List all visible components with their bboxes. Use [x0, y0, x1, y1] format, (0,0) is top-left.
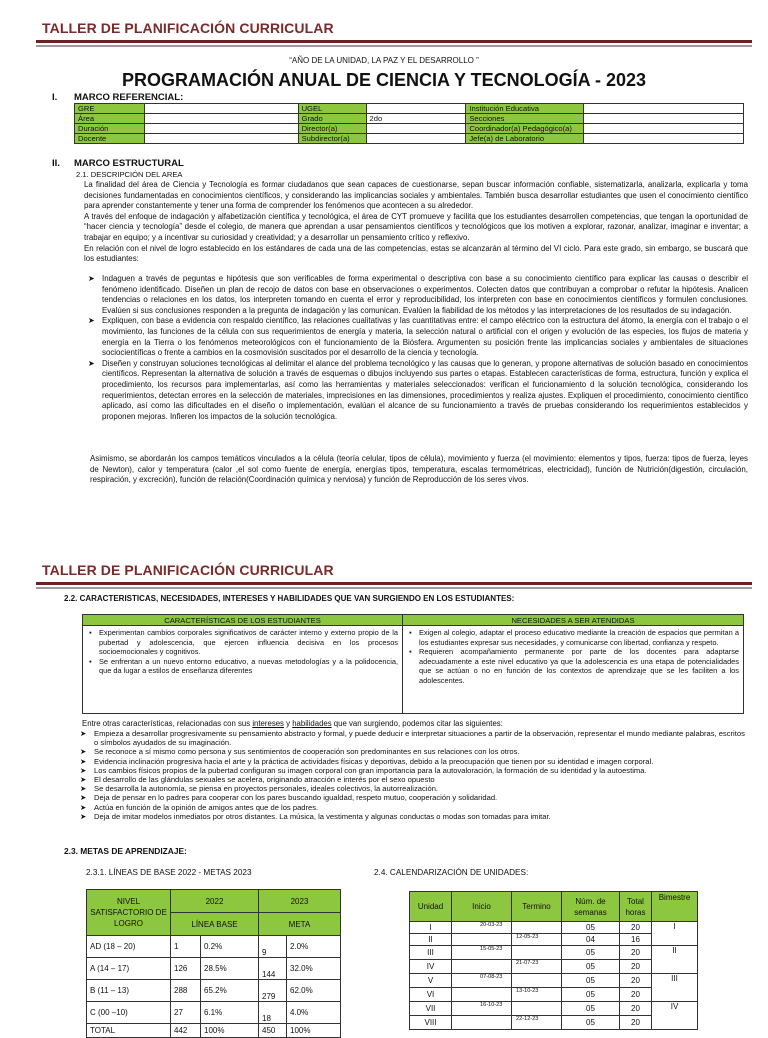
- page-header-title: TALLER DE PLANIFICACIÓN CURRICULAR: [42, 20, 334, 36]
- table-cell: II: [652, 946, 698, 974]
- table-cell: A (14 – 17): [87, 958, 171, 980]
- thematic-fields-paragraph: Asimismo, se abordarán los campos temáticos vinculados a la célula (teoría celular, tipos de célula), movimiento y fuerza (el movimiento: elementos y tipos, fuerza: tipos de fuerza, leyes de Newton), calor y temperatura (calor ,el sol como fuente de energía, energías tipos, temperatura, escalas termométricas, electricidad), función de Nutrición(digestión, circulación, respiración, y excreción), función de relación(Coordinación química y nerviosa) y función de Reproducción de los seres vivos.: [90, 454, 748, 485]
- ref-label-subdirector: Subdirector(a): [298, 134, 366, 144]
- table-cell: 20: [620, 988, 652, 1002]
- table-cell: [452, 934, 512, 946]
- table-row: [87, 980, 341, 1002]
- subsection-2-4-heading: 2.4. CALENDARIZACIÓN DE UNIDADES:: [374, 868, 529, 877]
- area-description: [84, 180, 748, 265]
- description-paragraph: A través del enfoque de indagación y alfabetización científica y tecnológica, el área de CYT promueve y facilita que los estudiantes desarrollen competencias, que tengan la oportunidad de “hacer ciencia y tecnología” desde el colegio, de manera que aprendan a usar pensamientos científicos y tecnológicos que los motiven a explorar, razonar, analizar, imaginar e inventar; a trabajar en equipo; y a incentivar su curiosidad y creatividad; y a desarrollar un pensamiento crítico y reflexivo.: [84, 211, 748, 242]
- table-cell: [452, 1016, 512, 1030]
- table-cell: 9: [259, 936, 287, 958]
- ref-label-institucion: Institución Educativa: [466, 104, 584, 114]
- list-item: ➤ Deja de pensar en lo padres para cooperar con los pares buscando igualdad, respeto mutuo, cooperación y solidaridad.: [80, 793, 748, 802]
- table-cell: 20: [620, 1002, 652, 1016]
- table-cell: VII: [410, 1002, 452, 1016]
- table-cell: 05: [562, 1002, 620, 1016]
- ref-label-secciones: Secciones: [466, 114, 584, 124]
- ref-label-grado: Grado: [298, 114, 366, 124]
- table-cell: [452, 960, 512, 974]
- student-needs-table: [82, 614, 744, 714]
- section-2-number: II.: [52, 158, 60, 169]
- ref-value-duracion[interactable]: [144, 124, 298, 134]
- year-motto: “AÑO DE LA UNIDAD, LA PAZ Y EL DESARROLLO ”: [289, 56, 479, 65]
- ref-value-grado[interactable]: 2do: [366, 114, 466, 124]
- table-cell: 100%: [201, 1024, 259, 1038]
- table-row: [87, 936, 341, 958]
- table-cell: 20-03-23: [452, 922, 512, 934]
- intro-text: Entre otras características, relacionadas con sus: [82, 719, 253, 728]
- table-cell: 05: [562, 946, 620, 960]
- table-row: [87, 958, 341, 980]
- table-cell: 16-10-23: [452, 1002, 512, 1016]
- table-cell: 05: [562, 974, 620, 988]
- table-cell: 279: [259, 980, 287, 1002]
- ref-value-secciones[interactable]: [584, 114, 744, 124]
- column-header-2022: 2022: [171, 890, 259, 913]
- table-cell: [512, 974, 562, 988]
- list-item: ➤ Los cambios físicos propios de la pubertad configuran su imagen corporal con gran importancia para la autovaloración, la formación de su identidad y la autoestima.: [80, 766, 748, 775]
- table-cell: 20: [620, 922, 652, 934]
- column-header-meta: META: [259, 913, 341, 936]
- table-row: [410, 922, 698, 934]
- table-cell: 05: [562, 922, 620, 934]
- column-header: NECESIDADES A SER ATENDIDAS: [403, 615, 744, 626]
- list-item: ➤ Evidencia inclinación progresiva hacia el arte y la práctica de actividades físicas y deportivas, debido a la preocupación que tienen por su identidad e imagen corporal.: [80, 757, 748, 766]
- table-cell: TOTAL: [87, 1024, 171, 1038]
- list-item: ➤ Indaguen a través de peguntas e hipótesis que son verificables de forma experimental o descriptiva con base a su conocimiento científico para explicar las causas o describir el fenómeno identificado. Diseñen un plan de recojo de datos con base en observaciones o experimentos. Colecten datos que contribuyan a comprobar o refutar la hipótesis. Analicen tendencias o relaciones en los datos, los interpreten tomando en cuenta el error y reproducibilidad, los interpreten con base en conocimientos científicos y formulen conclusiones. Evalúen si sus conclusiones responden a la pregunta de indagación y las comunican. Evalúen la fiabilidad de los métodos y las interpretaciones de los resultados de su indagación.: [88, 274, 748, 316]
- ref-value-institucion[interactable]: [584, 104, 744, 114]
- column-header: Unidad: [410, 892, 452, 922]
- table-cell: 16: [620, 934, 652, 946]
- ref-label-duracion: Duración: [75, 124, 145, 134]
- ref-label-ugel: UGEL: [298, 104, 366, 114]
- units-calendar-table: [409, 891, 698, 1030]
- header-rule: [36, 40, 752, 43]
- section-1-heading: [52, 92, 183, 103]
- column-header: Bimestre: [652, 892, 698, 922]
- table-cell: 2.0%: [287, 936, 341, 958]
- table-cell: 27: [171, 1002, 201, 1024]
- table-cell: AD (18 – 20): [87, 936, 171, 958]
- description-paragraph: La finalidad del área de Ciencia y Tecnología es formar ciudadanos que sean capaces de cuestionarse, sepan buscar información confiable, sistematizarla, analizarla, explicarla y toma decisiones fundamentadas en conocimientos científicos, y considerando las implicancias sociales y ambientales. También busca desarrollar estudiantes que usen el conocimiento científico para aprender constantemente y tener una forma de comprender los fenómenos que acontecen a su alrededor.: [84, 180, 748, 211]
- ref-value-ugel[interactable]: [366, 104, 466, 114]
- table-cell: 450: [259, 1024, 287, 1038]
- table-cell: I: [410, 922, 452, 934]
- table-row: [75, 114, 744, 124]
- table-cell: 20: [620, 946, 652, 960]
- table-cell: 20: [620, 960, 652, 974]
- subsection-2-1-heading: 2.1. DESCRIPCIÓN DEL AREA: [76, 170, 183, 179]
- table-cell: [452, 988, 512, 1002]
- list-item: ➤ Expliquen, con base a evidencia con respaldo científico, las relaciones cualitativas y las cuantitativas entre: el campo eléctrico con la estructura del átomo, la energía con el trabajo o el movimiento, las funciones de la célula con sus requerimientos de energía y materia, la selección natural o artificial con el origen y evolución de las especies, los flujos de materia y energía en la Tierra o los fenómenos meteorológicos con el funcionamiento de la Biósfera. Argumenten su posición frente las implicancias sociales y ambientales de situaciones sociocientíficas o frente a cambios en la cosmovisión suscitados por el desarrollo de la ciencia y tecnología.: [88, 316, 748, 358]
- table-cell: III: [410, 946, 452, 960]
- table-row: [75, 134, 744, 144]
- section-2-title: MARCO ESTRUCTURAL: [74, 158, 184, 169]
- table-row: [83, 626, 744, 714]
- section-1-number: I.: [52, 92, 58, 103]
- list-item: ➤ Deja de imitar modelos inmediatos por otros distantes. La música, la vestimenta y algunas conductas o modas son tomadas para imitar.: [80, 812, 748, 821]
- table-cell: [512, 1002, 562, 1016]
- header-rule: [36, 582, 752, 585]
- table-cell: [512, 946, 562, 960]
- list-item: ➤ Actúa en función de la opinión de amigos antes que de los padres.: [80, 803, 748, 812]
- subsection-2-2-heading: 2.2. CARACTERISTICAS, NECESIDADES, INTERESES Y HABILIDADES QUE VAN SURGIENDO EN LOS ESTUDIANTES:: [64, 594, 515, 603]
- list-item: ➤ Se reconoce a sí mismo como persona y sus sentimientos de cooperación son predominantes en sus relaciones con los otros.: [80, 747, 748, 756]
- table-cell: III: [652, 974, 698, 1002]
- table-cell: VI: [410, 988, 452, 1002]
- list-item: ➤ Se desarrolla la autonomía, se piensa en proyectos personales, ideales colectivos, la autorrealización.: [80, 784, 748, 793]
- column-header-nivel: NIVEL SATISFACTORIO DE LOGRO: [87, 890, 171, 936]
- others-intro: [82, 719, 503, 728]
- learning-goals-list: [88, 274, 748, 422]
- ref-value-jefe-laboratorio[interactable]: [584, 134, 744, 144]
- table-cell: 62.0%: [287, 980, 341, 1002]
- page-header-title: TALLER DE PLANIFICACIÓN CURRICULAR: [42, 562, 334, 578]
- list-item: ➤ Diseñen y construyan soluciones tecnológicas al delimitar el alance del problema tecnológico y las causas que lo generan, y propone alternativas de solución basado en conocimientos científicos. Representan la alternativa de solución a través de esquemas o dibujos incluyendo sus partes o etapas. Establecen características de forma, estructura, función y explica el procedimiento, los recursos para implementarlas, así como las herramientas y materiales seleccionados: verifican el funcionamiento d la solución tecnológica, considerando los requerimientos, detectan errores en la selección de materiales, imprecisiones en las dimensiones, procedimientos y realiza ajustes. Expliquen el procedimiento, conocimiento científico aplicado, así como las dificultades en el diseño o implementación, evalúan el alcance de su funcionamiento a través de pruebas considerando los requerimientos establecidos y proponen mejoras. Infieren los impactos de la solución tecnológica.: [88, 359, 748, 423]
- intro-underlined-habilidades: habilidades: [292, 719, 332, 728]
- table-cell: B (11 – 13): [87, 980, 171, 1002]
- ref-value-area[interactable]: [144, 114, 298, 124]
- intro-underlined-intereses: intereses: [252, 719, 284, 728]
- table-cell: 28.5%: [201, 958, 259, 980]
- column-header: Inicio: [452, 892, 512, 922]
- header-rule-secondary: [36, 45, 752, 47]
- table-cell: C (00 –10): [87, 1002, 171, 1024]
- ref-value-director[interactable]: [366, 124, 466, 134]
- table-cell: [512, 922, 562, 934]
- list-item: ▪ Experimentan cambios corporales significativos de carácter interno y externo propio de la pubertad y adolescencia, que ejercen influencia decisiva en los procesos socioemocionales y cognitivos.: [87, 628, 398, 657]
- ref-label-area: Área: [75, 114, 145, 124]
- subsection-2-3-1-heading: 2.3.1. LÍNEAS DE BASE 2022 - METAS 2023: [86, 868, 252, 877]
- table-cell: 20: [620, 1016, 652, 1030]
- table-cell: 442: [171, 1024, 201, 1038]
- table-cell: I: [652, 922, 698, 946]
- table-row: [83, 615, 744, 626]
- table-cell: 05: [562, 988, 620, 1002]
- table-cell: II: [410, 934, 452, 946]
- column-header-2023: 2023: [259, 890, 341, 913]
- ref-value-coordinador[interactable]: [584, 124, 744, 134]
- main-title: PROGRAMACIÓN ANUAL DE CIENCIA Y TECNOLOGÍA - 2023: [121, 70, 647, 90]
- list-item: ➤ El desarrollo de las glándulas sexuales se acelera, originando atracción e interés por el sexo opuesto: [80, 775, 748, 784]
- subsection-2-3-heading: 2.3. METAS DE APRENDIZAJE:: [64, 846, 187, 856]
- table-row: [410, 974, 698, 988]
- column-header: Termino: [512, 892, 562, 922]
- header-rule-secondary: [36, 587, 752, 589]
- table-row: [410, 1002, 698, 1016]
- table-row: [410, 892, 698, 922]
- table-cell: 21-07-23: [512, 960, 562, 974]
- table-cell: V: [410, 974, 452, 988]
- table-row: [87, 1002, 341, 1024]
- table-cell: VIII: [410, 1016, 452, 1030]
- ref-value-gre[interactable]: [144, 104, 298, 114]
- table-cell: 126: [171, 958, 201, 980]
- ref-label-docente: Docente: [75, 134, 145, 144]
- table-cell: 6.1%: [201, 1002, 259, 1024]
- table-cell: 144: [259, 958, 287, 980]
- ref-value-docente[interactable]: [144, 134, 298, 144]
- section-2-heading: [52, 158, 184, 169]
- table-cell: 0.2%: [201, 936, 259, 958]
- section-1-title: MARCO REFERENCIAL:: [74, 92, 184, 103]
- table-cell: 18: [259, 1002, 287, 1024]
- table-cell: 32.0%: [287, 958, 341, 980]
- column-header: CARACTERÍSTICAS DE LOS ESTUDIANTES: [83, 615, 403, 626]
- list-item: ▪ Exigen al colegio, adaptar el proceso educativo mediante la creación de espacios que permitan a los estudiantes expresar sus necesidades, y comunicarse con libertad, confianza y respeto.: [407, 628, 739, 647]
- table-cell: 65.2%: [201, 980, 259, 1002]
- ref-label-gre: GRE: [75, 104, 145, 114]
- table-row: [87, 890, 341, 913]
- ref-label-director: Director(a): [298, 124, 366, 134]
- table-cell: 4.0%: [287, 1002, 341, 1024]
- table-row: [75, 104, 744, 114]
- table-cell: 20: [620, 974, 652, 988]
- ref-label-coordinador: Coordinador(a) Pedagógico(a): [466, 124, 584, 134]
- intro-text: que van surgiendo, podemos citar las siguientes:: [331, 719, 503, 728]
- other-characteristics-list: [80, 729, 748, 821]
- table-cell: 100%: [287, 1024, 341, 1038]
- table-cell: IV: [410, 960, 452, 974]
- table-cell: 05: [562, 1016, 620, 1030]
- table-row: [410, 946, 698, 960]
- table-cell: 07-08-23: [452, 974, 512, 988]
- table-cell: 1: [171, 936, 201, 958]
- ref-label-jefe-laboratorio: Jefe(a) de Laboratorio: [466, 134, 584, 144]
- table-cell: 12-05-23: [512, 934, 562, 946]
- table-cell: 13-10-23: [512, 988, 562, 1002]
- intro-text: y: [283, 719, 293, 728]
- list-item: ▪ Requieren acompañamiento permanente por parte de los docentes para adaptarse adecuadamente a este nivel educativo ya que la adolescencia es una etapa de potencialidades que se actúan o no en función de los contextos de aprendizaje que se les faciliten a los adolescentes.: [407, 647, 739, 685]
- table-cell: 22-12-23: [512, 1016, 562, 1030]
- table-cell: 05: [562, 960, 620, 974]
- ref-value-subdirector[interactable]: [366, 134, 466, 144]
- table-cell: 04: [562, 934, 620, 946]
- table-cell: 15-05-23: [452, 946, 512, 960]
- table-row: [75, 124, 744, 134]
- learning-goals-table: [86, 889, 341, 1038]
- column-header-linea-base: LÍNEA BASE: [171, 913, 259, 936]
- characteristics-cell: [83, 626, 403, 714]
- list-item: ▪ Se enfrentan a un nuevo entorno educativo, a nuevas metodologías y a la polidocencia, que da lugar a estilos de enseñanza diferentes: [87, 657, 398, 676]
- needs-cell: [403, 626, 744, 714]
- column-header: Total horas: [620, 892, 652, 922]
- table-cell: IV: [652, 1002, 698, 1030]
- description-paragraph: En relación con el nivel de logro establecido en los estándares de cada una de las competencias, estas se alcanzarán al término del VI ciclo. Para este grado, sin embargo, se buscará que los estudiantes:: [84, 243, 748, 264]
- table-cell: 288: [171, 980, 201, 1002]
- list-item: ➤ Empieza a desarrollar progresivamente su pensamiento abstracto y formal, y puede deducir e interpretar situaciones a partir de la observación, representar el mundo mediante palabras, escritos o símbolos ayudados de su imaginación.: [80, 729, 748, 747]
- table-row: [87, 1024, 341, 1038]
- column-header: Núm. de semanas: [562, 892, 620, 922]
- reference-table: [74, 103, 744, 144]
